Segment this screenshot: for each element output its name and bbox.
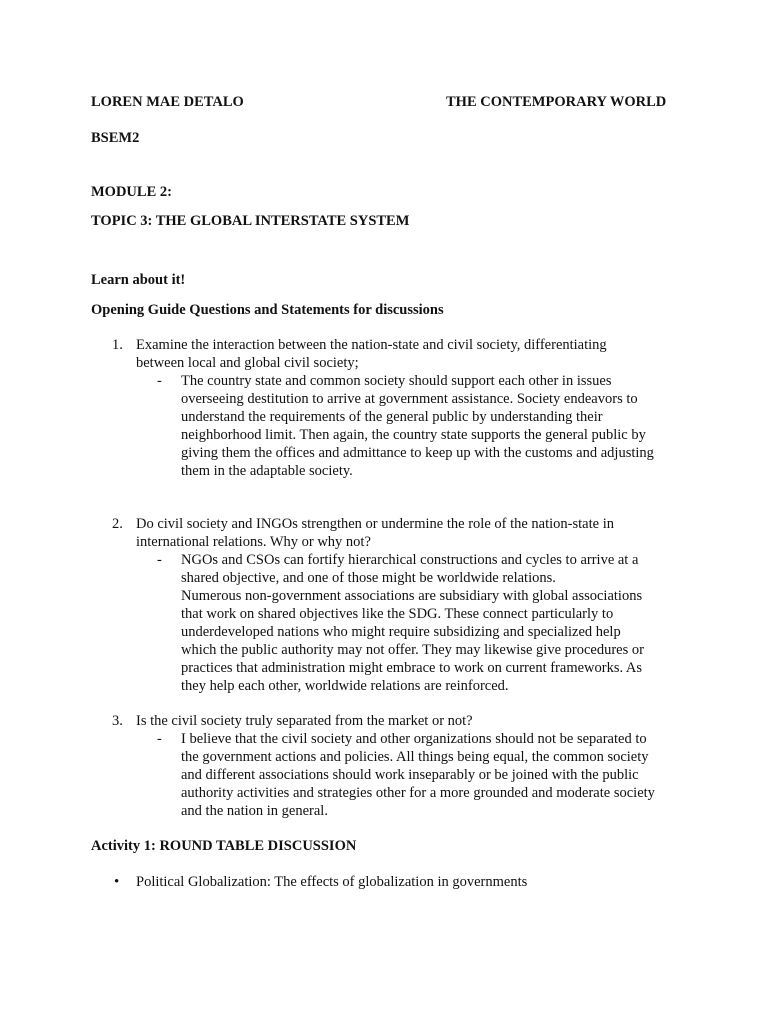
answer-line: authority activities and strategies other for a more grounded and moderate society [181, 785, 655, 801]
answer-line: NGOs and CSOs can fortify hierarchical constructions and cycles to arrive at a [181, 552, 639, 568]
question-line: international relations. Why or why not? [136, 534, 371, 550]
author-name: LOREN MAE DETALO [91, 94, 244, 110]
answer-line: that work on shared objectives like the SDG. These connect particularly to [181, 606, 614, 622]
answer-line: I believe that the civil society and other organizations should not be separated to [181, 731, 647, 747]
bullet-icon: • [114, 874, 120, 890]
learn-heading: Learn about it! [91, 272, 186, 288]
section-label: BSEM2 [91, 130, 140, 146]
answer-line: Numerous non-government associations are subsidiary with global associations [181, 588, 643, 604]
question-number: 2. [112, 516, 123, 532]
question-line: Do civil society and INGOs strengthen or undermine the role of the nation-state in [136, 516, 614, 532]
answer-dash: - [157, 373, 162, 389]
answer-dash: - [157, 731, 162, 747]
topic-heading: TOPIC 3: THE GLOBAL INTERSTATE SYSTEM [91, 213, 410, 229]
answer-line: underdeveloped nations who might require subsidizing and specialized help [181, 624, 621, 640]
question-text [136, 712, 696, 730]
answer-line: overseeing destitution to arrive at government assistance. Society endeavors to [181, 391, 638, 407]
answer-text [181, 372, 681, 480]
answer-text [181, 551, 681, 695]
answer-line: giving them the offices and admittance to keep up with the customs and adjusting [181, 445, 654, 461]
course-title: THE CONTEMPORARY WORLD [446, 94, 667, 110]
answer-line: practices that administration might embrace to work on current frameworks. As [181, 660, 643, 676]
question-line: between local and global civil society; [136, 355, 359, 371]
activity-heading: Activity 1: ROUND TABLE DISCUSSION [91, 838, 357, 854]
bullet-text: Political Globalization: The effects of globalization in governments [136, 874, 528, 890]
question-text [136, 336, 696, 372]
question-line: Is the civil society truly separated from the market or not? [136, 713, 473, 729]
guide-heading: Opening Guide Questions and Statements for discussions [91, 302, 444, 318]
answer-line: and different associations should work inseparably or be joined with the public [181, 767, 639, 783]
answer-text [181, 730, 681, 820]
answer-line: which the public authority may not offer. They may likewise give procedures or [181, 642, 644, 658]
module-heading: MODULE 2: [91, 184, 172, 200]
answer-line: shared objective, and one of those might be worldwide relations. [181, 570, 556, 586]
answer-line: neighborhood limit. Then again, the country state supports the general public by [181, 427, 646, 443]
question-number: 3. [112, 713, 123, 729]
answer-line: the government actions and policies. All things being equal, the common society [181, 749, 649, 765]
question-text [136, 515, 696, 551]
answer-line: The country state and common society should support each other in issues [181, 373, 612, 389]
question-line: Examine the interaction between the nation-state and civil society, differentiating [136, 337, 607, 353]
question-number: 1. [112, 337, 123, 353]
answer-line: and the nation in general. [181, 803, 328, 819]
answer-line: understand the requirements of the general public by understanding their [181, 409, 603, 425]
answer-dash: - [157, 552, 162, 568]
answer-line: them in the adaptable society. [181, 463, 353, 479]
answer-line: they help each other, worldwide relations are reinforced. [181, 678, 509, 694]
